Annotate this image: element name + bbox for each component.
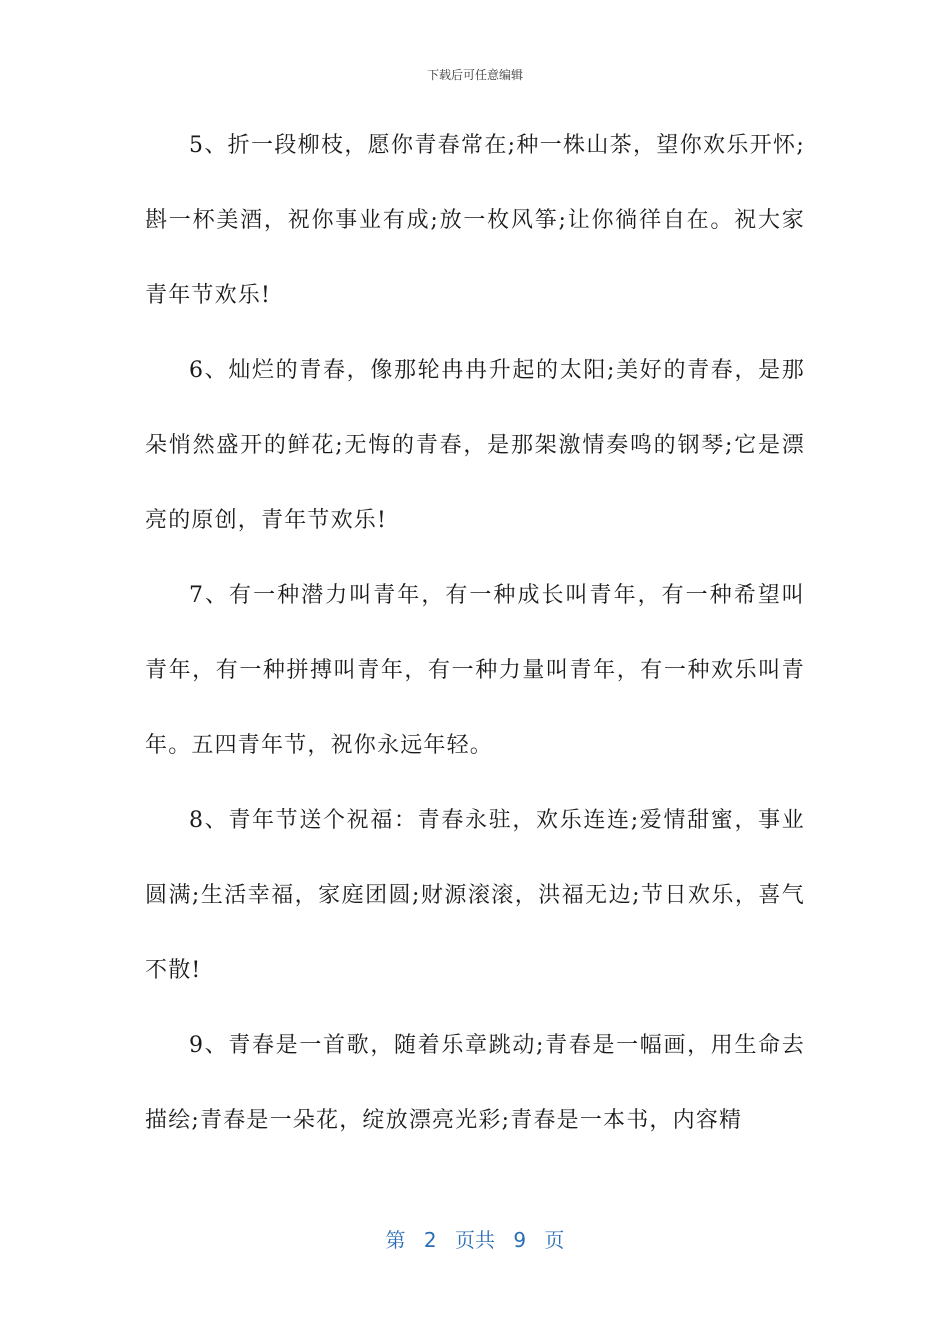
paragraph-9: 9、青春是一首歌，随着乐章跳动;青春是一幅画，用生命去描绘;青春是一朵花，绽放漂亮光彩;青春是一本书，内容精: [145, 1033, 805, 1133]
paragraph-6: 6、灿烂的青春，像那轮冉冉升起的太阳;美好的青春，是那朵悄然盛开的鲜花;无悔的青春，是那架激情奏鸣的钢琴;它是漂亮的原创，青年节欢乐!: [145, 358, 805, 533]
paragraph-8: 8、青年节送个祝福：青春永驻，欢乐连连;爱情甜蜜，事业圆满;生活幸福，家庭团圆;财源滚滚，洪福无边;节日欢乐，喜气不散!: [145, 808, 805, 983]
page-number-footer: 第 2 页共 9 页: [385, 1228, 565, 1252]
paragraph-7: 7、有一种潜力叫青年，有一种成长叫青年，有一种希望叫青年，有一种拼搏叫青年，有一种力量叫青年，有一种欢乐叫青年。五四青年节，祝你永远年轻。: [145, 583, 805, 758]
document-body: [145, 108, 805, 1158]
paragraph-5: 5、折一段柳枝，愿你青春常在;种一株山茶，望你欢乐开怀;斟一杯美酒，祝你事业有成;放一枚风筝;让你徜徉自在。祝大家青年节欢乐!: [145, 133, 805, 308]
page-header-note: 下载后可任意编辑: [426, 68, 523, 82]
